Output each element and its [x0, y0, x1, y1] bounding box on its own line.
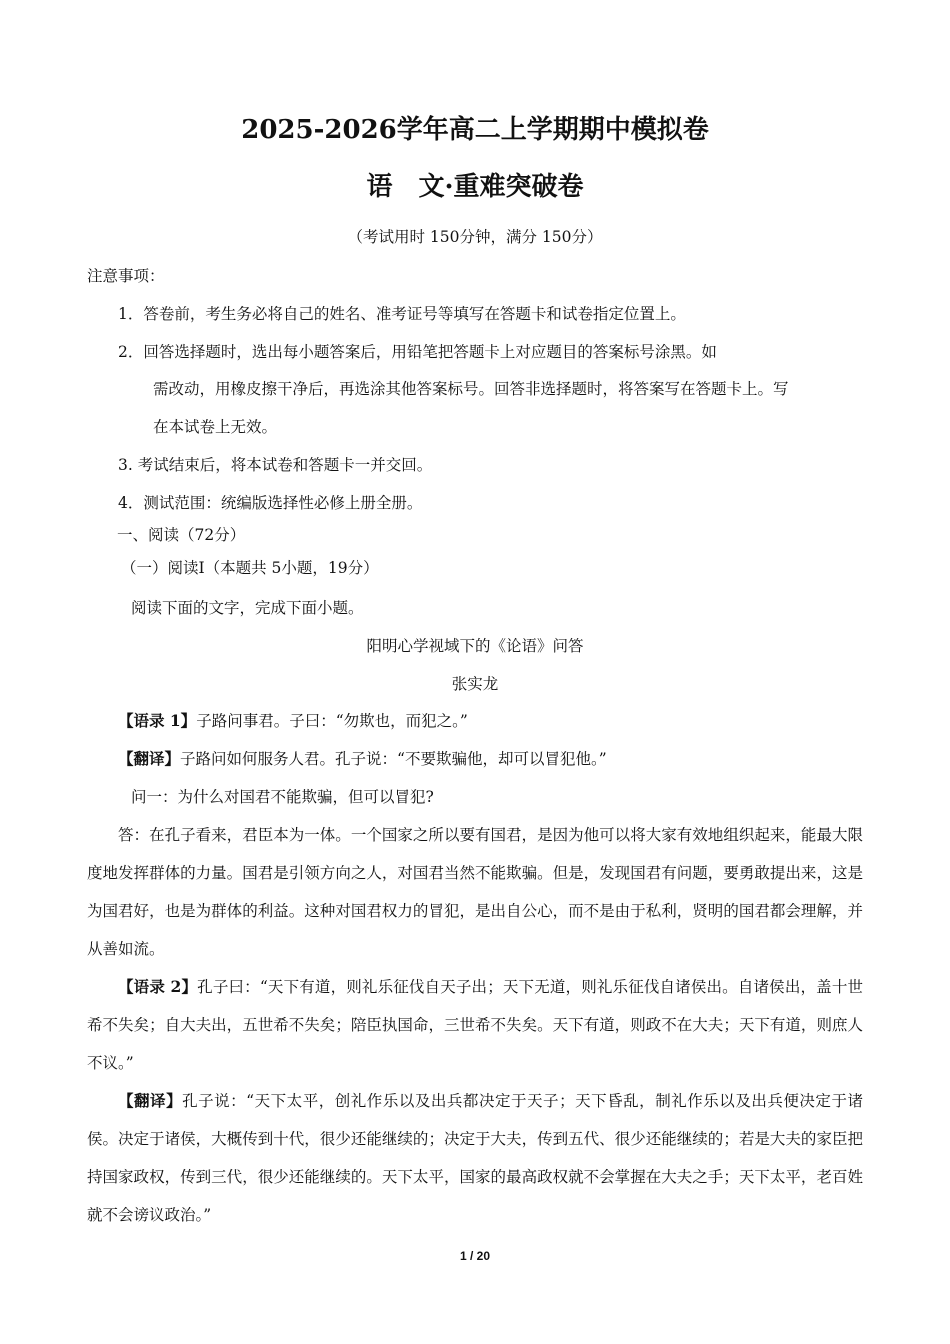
yulu-1: [118, 711, 468, 731]
notice-item-4: 4．测试范围：统编版选择性必修上册全册。: [118, 494, 423, 512]
yulu-2-tag: 【语录 2】: [118, 977, 198, 996]
page-number: 1 / 20: [459, 1249, 491, 1263]
notice-item-2-line-3: 在本试卷上无效。: [153, 418, 278, 436]
notice-item-2-line-2: 需改动，用橡皮擦干净后，再选涂其他答案标号。回答非选择题时，将答案写在答题卡上。写: [153, 380, 789, 398]
notice-item-3: 3. 考试结束后，将本试卷和答题卡一并交回。: [118, 456, 433, 474]
section-sub-1: （一）阅读Ⅰ（本题共 5小题，19分）: [121, 559, 379, 577]
yulu-1-tag: 【语录 1】: [118, 711, 197, 730]
notice-heading: 注意事项：: [87, 267, 165, 285]
fanyi-2-paragraph: [87, 1082, 863, 1234]
fanyi-1-text: 子路问如何服务人君。孔子说：“不要欺骗他，却可以冒犯他。”: [180, 750, 607, 768]
fanyi-1-tag: 【翻译】: [118, 749, 181, 768]
exam-subtitle: 语 文·重难突破卷: [366, 172, 584, 202]
question-1: 问一：为什么对国君不能欺骗，但可以冒犯?: [131, 788, 434, 806]
fanyi-2-text: 孔子说：“天下太平，创礼作乐以及出兵都决定于天子；天下昏乱，制礼作乐以及出兵便决定于诸侯。决定于诸侯，大概传到十代，很少还能继续的；决定于大夫，传到五代、很少还能继续的；若是大夫的家臣把持国家政权，传到三代，很少还能继续的。天下太平，国家的最高政权就不会掌握在大夫之手；天下太平，老百姓就不会谤议政治。”: [87, 1092, 863, 1224]
answer-1-paragraph: 答：在孔子看来，君臣本为一体。一个国家之所以要有国君，是因为他可以将大家有效地组织起来，能最大限度地发挥群体的力量。国君是引领方向之人，对国君当然不能欺骗。但是，发现国君有问题，要勇敢提出来，这是为国君好，也是为群体的利益。这种对国君权力的冒犯，是出自公心，而不是由于私利，贤明的国君都会理解，并从善如流。: [87, 826, 863, 958]
fanyi-1: [118, 749, 607, 769]
notice-item-2-line-1: 2．回答选择题时，选出每小题答案后，用铅笔把答题卡上对应题目的答案标号涂黑。如: [118, 343, 717, 361]
yulu-2-paragraph: [87, 968, 863, 1082]
article-title: 阳明心学视域下的《论语》问答: [366, 637, 584, 655]
exam-info: （考试用时 150分钟，满分 150分）: [347, 228, 603, 246]
notice-item-1: 1．答卷前，考生务必将自己的姓名、准考证号等填写在答题卡和试卷指定位置上。: [118, 305, 686, 323]
yulu-2-text: 孔子曰：“天下有道，则礼乐征伐自天子出；天下无道，则礼乐征伐自诸侯出。自诸侯出，盖十世希不失矣；自大夫出，五世希不失矣；陪臣执国命，三世希不失矣。天下有道，则政不在大夫；天下有道，则庶人不议。”: [87, 978, 863, 1072]
section-part-1: 一、阅读（72分）: [117, 526, 246, 544]
fanyi-2-tag: 【翻译】: [118, 1091, 183, 1110]
article-author: 张实龙: [451, 675, 499, 693]
exam-title: 2025-2026学年高二上学期期中模拟卷: [241, 115, 709, 145]
yulu-1-text: 子路问事君。子曰：“勿欺也，而犯之。”: [196, 712, 468, 730]
reading-instruction: 阅读下面的文字，完成下面小题。: [131, 599, 364, 617]
